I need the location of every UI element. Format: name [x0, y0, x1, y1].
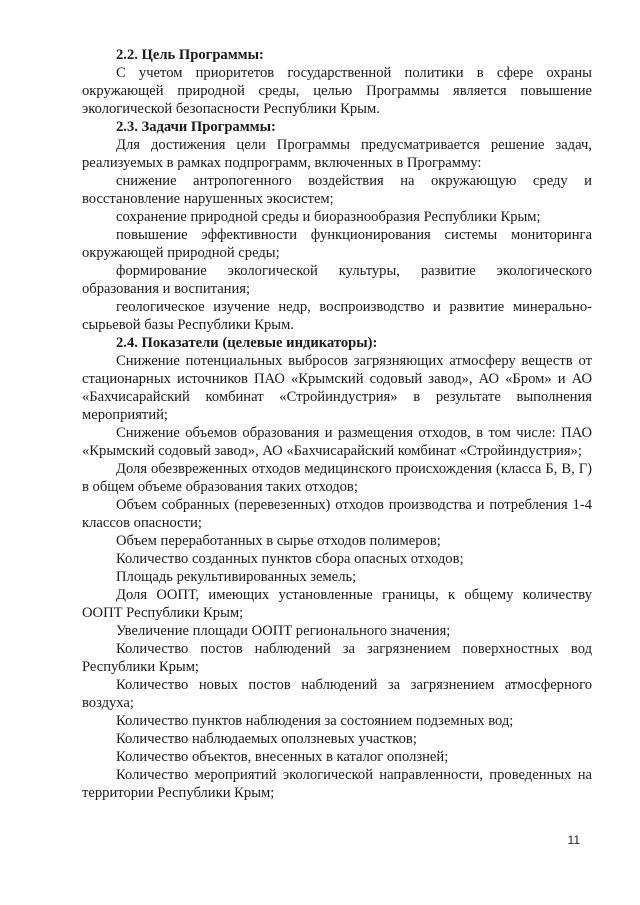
list-item: Количество наблюдаемых оползневых участков;: [116, 731, 417, 747]
list-item: Доля обезвреженных отходов медицинского происхождения (класса Б, В, Г) в общем объеме образования таких отходов;: [82, 461, 592, 495]
list-item: Объем собранных (перевезенных) отходов производства и потребления 1-4 классов опасности;: [82, 497, 592, 531]
section-heading-tasks: 2.3. Задачи Программы:: [116, 119, 276, 135]
list-item: Доля ООПТ, имеющих установленные границы, к общему количеству ООПТ Республики Крым;: [82, 587, 592, 621]
section-heading-indicators: 2.4. Показатели (целевые индикаторы):: [116, 335, 378, 351]
page-number: 11: [567, 833, 580, 847]
list-item: формирование экологической культуры, развитие экологического образования и воспитания;: [82, 263, 592, 297]
list-item: Количество постов наблюдений за загрязнением поверхностных вод Республики Крым;: [82, 641, 592, 675]
paragraph: Для достижения цели Программы предусматривается решение задач, реализуемых в рамках подпрограмм, включенных в Программу:: [82, 137, 592, 171]
list-item: Снижение потенциальных выбросов загрязняющих атмосферу веществ от стационарных источников ПАО «Крымский содовый завод», АО «Бром» и АО «Бахчисарайский комбинат «Стройиндустрия» в результате выполнения мероприятий;: [82, 353, 592, 423]
list-item: Количество новых постов наблюдений за загрязнением атмосферного воздуха;: [82, 677, 592, 711]
list-item: Объем переработанных в сырье отходов полимеров;: [116, 533, 441, 549]
list-item: Количество пунктов наблюдения за состоянием подземных вод;: [116, 713, 514, 729]
list-item: Количество мероприятий экологической направленности, проведенных на территории Республики Крым;: [82, 767, 592, 801]
list-item: снижение антропогенного воздействия на окружающую среду и восстановление нарушенных экосистем;: [82, 173, 592, 207]
list-item: Количество созданных пунктов сбора опасных отходов;: [116, 551, 464, 567]
list-item: Снижение объемов образования и размещения отходов, в том числе: ПАО «Крымский содовый завод», АО «Бахчисарайский комбинат «Стройиндустрия»;: [82, 425, 592, 459]
list-item: геологическое изучение недр, воспроизводство и развитие минерально-сырьевой базы Республики Крым.: [82, 299, 592, 333]
list-item: Количество объектов, внесенных в каталог оползней;: [116, 749, 449, 765]
list-item: Площадь рекультивированных земель;: [116, 569, 357, 585]
document-page: [82, 46, 592, 802]
section-heading-goal: 2.2. Цель Программы:: [116, 47, 264, 63]
list-item: Увеличение площади ООПТ регионального значения;: [116, 623, 451, 639]
list-item: сохранение природной среды и биоразнообразия Республики Крым;: [116, 209, 541, 225]
list-item: повышение эффективности функционирования системы мониторинга окружающей природной среды;: [82, 227, 592, 261]
paragraph: С учетом приоритетов государственной политики в сфере охраны окружающей природной среды, целью Программы является повышение экологической безопасности Республики Крым.: [82, 65, 592, 117]
